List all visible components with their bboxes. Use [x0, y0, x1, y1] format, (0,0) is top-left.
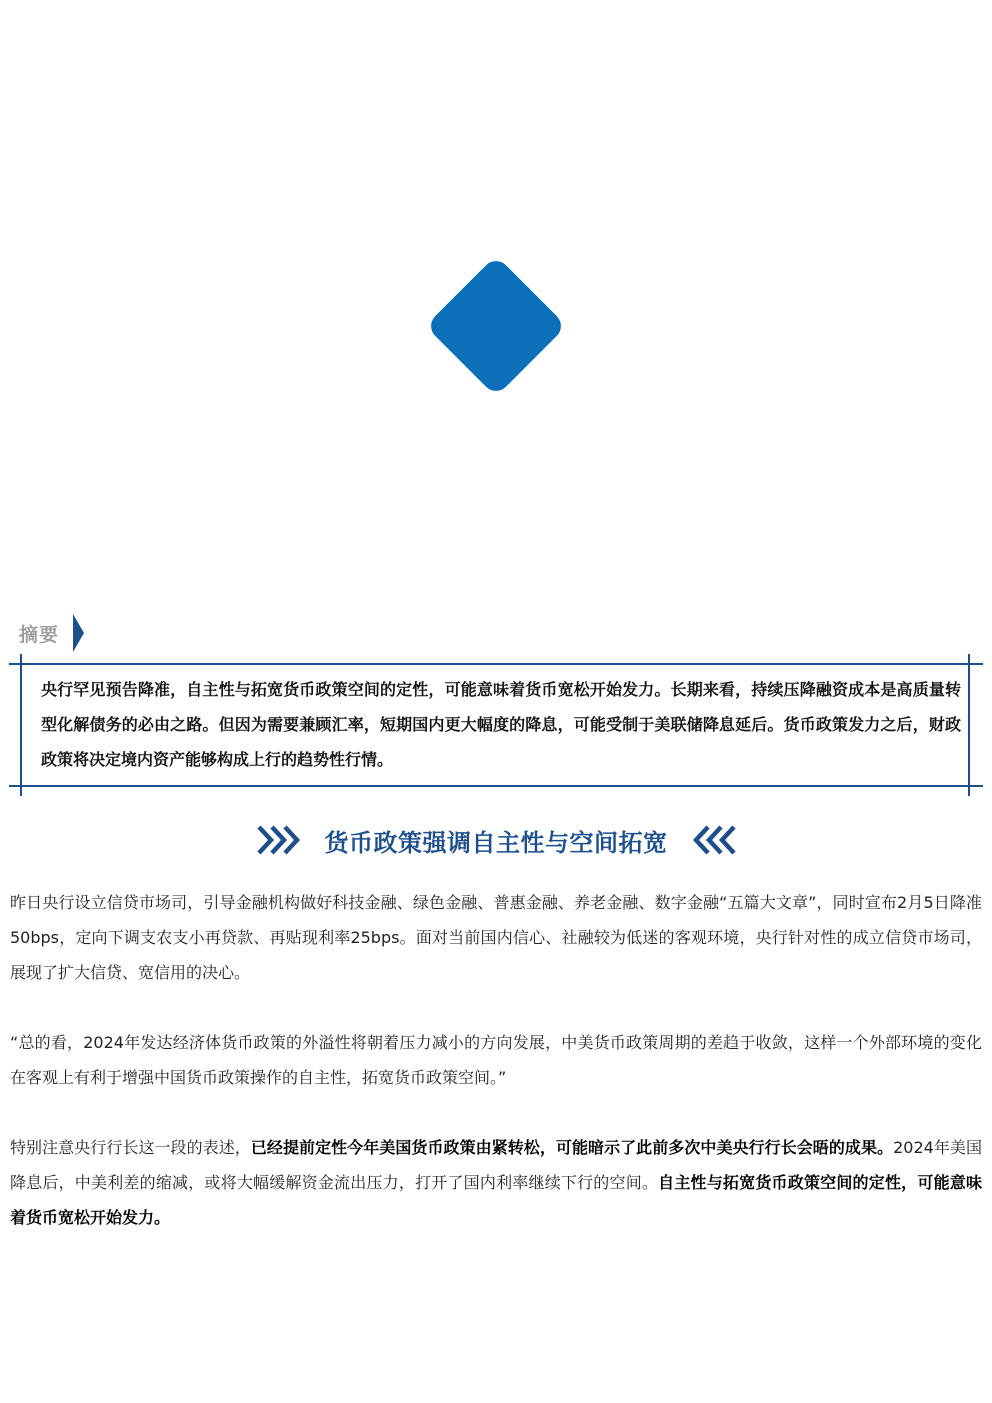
section-header: [0, 818, 992, 862]
summary-box: [9, 654, 983, 796]
paragraph-3-bold-1: 已经提前定性今年美国货币政策由紧转松，可能暗示了此前多次中美央行行长会晤的成果。: [250, 1138, 894, 1157]
body-paragraph-2: “总的看，2024年发达经济体货币政策的外溢性将朝着压力减小的方向发展，中美货币政策周期的差趋于收敛，这样一个外部环境的变化在客观上有利于增强中国货币政策操作的自主性，拓宽货币政策空间。”: [10, 1033, 982, 1087]
chevrons-left-icon: [692, 824, 736, 856]
summary-label: 摘要: [19, 623, 60, 646]
chevrons-right-icon: [257, 824, 301, 856]
summary-right-rule: [968, 654, 970, 796]
summary-heading: [19, 614, 84, 652]
section-title: 货币政策强调自主性与空间拓宽: [324, 828, 668, 857]
summary-bottom-rule: [9, 785, 983, 787]
logo-diamond-icon: [425, 255, 566, 396]
paragraph-3-text-2: 2024年美国降息后，中美利差的缩减，或将大幅缓解资金流出压力，打开了国内利率继续下行的空间。: [10, 1138, 982, 1192]
summary-left-rule: [20, 654, 22, 796]
summary-top-rule: [9, 663, 983, 665]
body-paragraph-1: 昨日央行设立信贷市场司，引导金融机构做好科技金融、绿色金融、普惠金融、养老金融、数字金融“五篇大文章”，同时宣布2月5日降准50bps，定向下调支农支小再贷款、再贴现利率25bps。面对当前国内信心、社融较为低迷的客观环境，央行针对性的成立信贷市场司，展现了扩大信贷、宽信用的决心。: [10, 893, 982, 982]
arrow-right-icon: [73, 614, 84, 652]
paragraph-3-bold-2: 自主性与拓宽货币政策空间的定性，可能意味着货币宽松开始发力。: [10, 1173, 982, 1227]
summary-text: 央行罕见预告降准，自主性与拓宽货币政策空间的定性，可能意味着货币宽松开始发力。长期来看，持续压降融资成本是高质量转型化解债务的必由之路。但因为需要兼顾汇率，短期国内更大幅度的降息，可能受制于美联储降息延后。货币政策发力之后，财政政策将决定境内资产能够构成上行的趋势性行情。: [41, 680, 961, 769]
body-paragraph-3: [10, 1130, 982, 1235]
paragraph-3-text: 特别注意央行行长这一段的表述，: [10, 1138, 251, 1157]
